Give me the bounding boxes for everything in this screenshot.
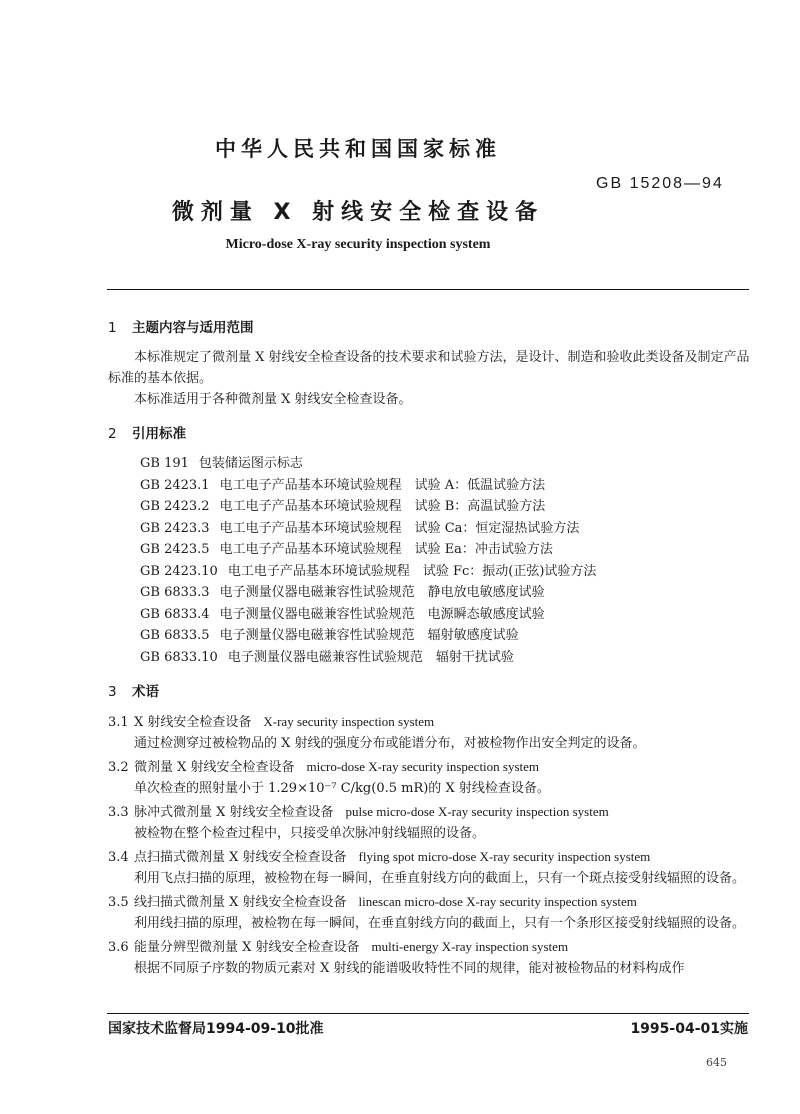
section-heading	[108, 682, 750, 703]
footer-divider	[107, 1013, 749, 1014]
term-name-zh: 脉冲式微剂量 X 射线安全检查设备	[134, 805, 334, 820]
reference-title: 电工电子产品基本环境试验规程 试验 Fc：振动(正弦)试验方法	[227, 563, 597, 579]
term-name-zh: 线扫描式微剂量 X 射线安全检查设备	[134, 895, 347, 910]
reference-item	[140, 539, 750, 561]
section-2	[108, 424, 750, 668]
term-name-en: X-ray security inspection system	[263, 714, 435, 729]
document-title-en: Micro-dose X-ray security inspection system	[225, 237, 491, 252]
term-number: 3.5	[108, 895, 129, 910]
term-number: 3.2	[108, 760, 129, 775]
term-definition: 单次检查的照射量小于 1.29×10⁻⁷ C/kg(0.5 mR)的 X 射线检查设备。	[134, 781, 550, 796]
term-name-en: multi-energy X-ray inspection system	[371, 939, 569, 954]
section-1	[108, 318, 750, 410]
reference-item	[140, 453, 750, 475]
national-standard-heading: 中华人民共和国国家标准	[215, 137, 501, 161]
term-name-en: micro-dose X-ray security inspection system	[306, 759, 540, 774]
term-name-en: flying spot micro-dose X-ray security inspection system	[358, 849, 651, 864]
header-divider	[107, 289, 749, 290]
section-number: 1	[108, 320, 117, 336]
document-title-zh: 微剂量 X 射线安全检查设备	[171, 200, 545, 225]
reference-title: 电子测量仪器电磁兼容性试验规范 静电放电敏感度试验	[219, 585, 545, 600]
term-number: 3.1	[108, 715, 129, 730]
reference-title: 包装储运图示标志	[198, 456, 303, 471]
standard-code: GB 15208—94	[596, 175, 724, 192]
reference-code: GB 6833.5	[140, 628, 210, 643]
term-definition: 利用线扫描的原理，被检物在每一瞬间，在垂直射线方向的截面上，只有一个条形区接受射线辐照的设备。	[134, 916, 746, 931]
section-number: 3	[108, 684, 117, 700]
section-heading	[108, 424, 750, 445]
paragraph: 本标准规定了微剂量 X 射线安全检查设备的技术要求和试验方法，是设计、制造和验收此类设备及制定产品标准的基本依据。	[108, 350, 750, 386]
reference-code: GB 2423.5	[140, 542, 210, 557]
section-number: 2	[108, 426, 117, 442]
term-entry	[108, 846, 750, 889]
reference-code: GB 2423.10	[140, 563, 218, 579]
paragraph: 本标准适用于各种微剂量 X 射线安全检查设备。	[134, 392, 412, 407]
reference-item	[140, 625, 750, 647]
reference-item	[140, 475, 750, 497]
reference-item	[140, 518, 750, 540]
reference-title: 电工电子产品基本环境试验规程 试验 Ea：冲击试验方法	[219, 542, 553, 557]
term-name-en: pulse micro-dose X-ray security inspection system	[345, 804, 609, 819]
term-name-en: linescan micro-dose X-ray security inspection system	[358, 894, 637, 909]
reference-item	[140, 561, 750, 583]
term-name-zh: 微剂量 X 射线安全检查设备	[134, 760, 295, 775]
reference-title: 电子测量仪器电磁兼容性试验规范 辐射敏感度试验	[219, 628, 519, 643]
term-entry	[108, 756, 750, 799]
reference-code: GB 6833.4	[140, 606, 210, 622]
reference-title: 电工电子产品基本环境试验规程 试验 A：低温试验方法	[219, 477, 546, 493]
reference-code: GB 2423.1	[140, 477, 210, 493]
section-3	[108, 682, 750, 979]
reference-item	[140, 496, 750, 518]
section-title: 术语	[132, 684, 159, 700]
term-number: 3.6	[108, 940, 129, 955]
term-name-zh: 点扫描式微剂量 X 射线安全检查设备	[134, 850, 347, 865]
term-heading	[108, 711, 750, 733]
reference-item	[140, 604, 750, 626]
reference-item	[140, 582, 750, 604]
reference-code: GB 6833.10	[140, 649, 218, 665]
term-entry	[108, 801, 750, 844]
term-name-zh: 能量分辨型微剂量 X 射线安全检查设备	[134, 940, 360, 955]
term-entry	[108, 711, 750, 754]
term-number: 3.3	[108, 805, 129, 820]
reference-title: 电工电子产品基本环境试验规程 试验 B：高温试验方法	[219, 499, 546, 514]
approval-date: 国家技术监督局1994-09-10批准	[108, 1021, 324, 1037]
term-definition: 利用飞点扫描的原理，被检物在每一瞬间，在垂直射线方向的截面上，只有一个斑点接受射线辐照的设备。	[134, 871, 746, 886]
term-heading	[108, 846, 750, 868]
term-heading	[108, 756, 750, 778]
term-heading	[108, 801, 750, 823]
reference-title: 电工电子产品基本环境试验规程 试验 Ca：恒定湿热试验方法	[219, 520, 580, 536]
section-title: 主题内容与适用范围	[132, 320, 254, 336]
section-heading	[108, 318, 750, 339]
reference-title: 电子测量仪器电磁兼容性试验规范 电源瞬态敏感度试验	[219, 606, 545, 622]
term-name-zh: X 射线安全检查设备	[134, 715, 252, 730]
page-number: 645	[706, 1056, 727, 1069]
term-entry	[108, 936, 750, 979]
reference-code: GB 191	[140, 456, 189, 471]
term-entry	[108, 891, 750, 934]
document-body	[108, 318, 750, 989]
section-title: 引用标准	[132, 426, 186, 442]
term-number: 3.4	[108, 850, 129, 865]
implementation-date: 1995-04-01实施	[630, 1021, 748, 1037]
reference-list	[140, 453, 750, 668]
reference-item	[140, 647, 750, 669]
reference-title: 电子测量仪器电磁兼容性试验规范 辐射干扰试验	[227, 649, 514, 665]
term-definition: 根据不同原子序数的物质元素对 X 射线的能谱吸收特性不同的规律，能对被检物品的材料构成作	[134, 961, 685, 976]
term-definition: 被检物在整个检查过程中，只接受单次脉冲射线辐照的设备。	[134, 826, 486, 841]
reference-code: GB 2423.2	[140, 499, 210, 514]
term-heading	[108, 891, 750, 913]
term-definition: 通过检测穿过被检物品的 X 射线的强度分布或能谱分布，对被检物作出安全判定的设备。	[134, 736, 646, 751]
reference-code: GB 6833.3	[140, 585, 210, 600]
term-heading	[108, 936, 750, 958]
reference-code: GB 2423.3	[140, 520, 210, 536]
